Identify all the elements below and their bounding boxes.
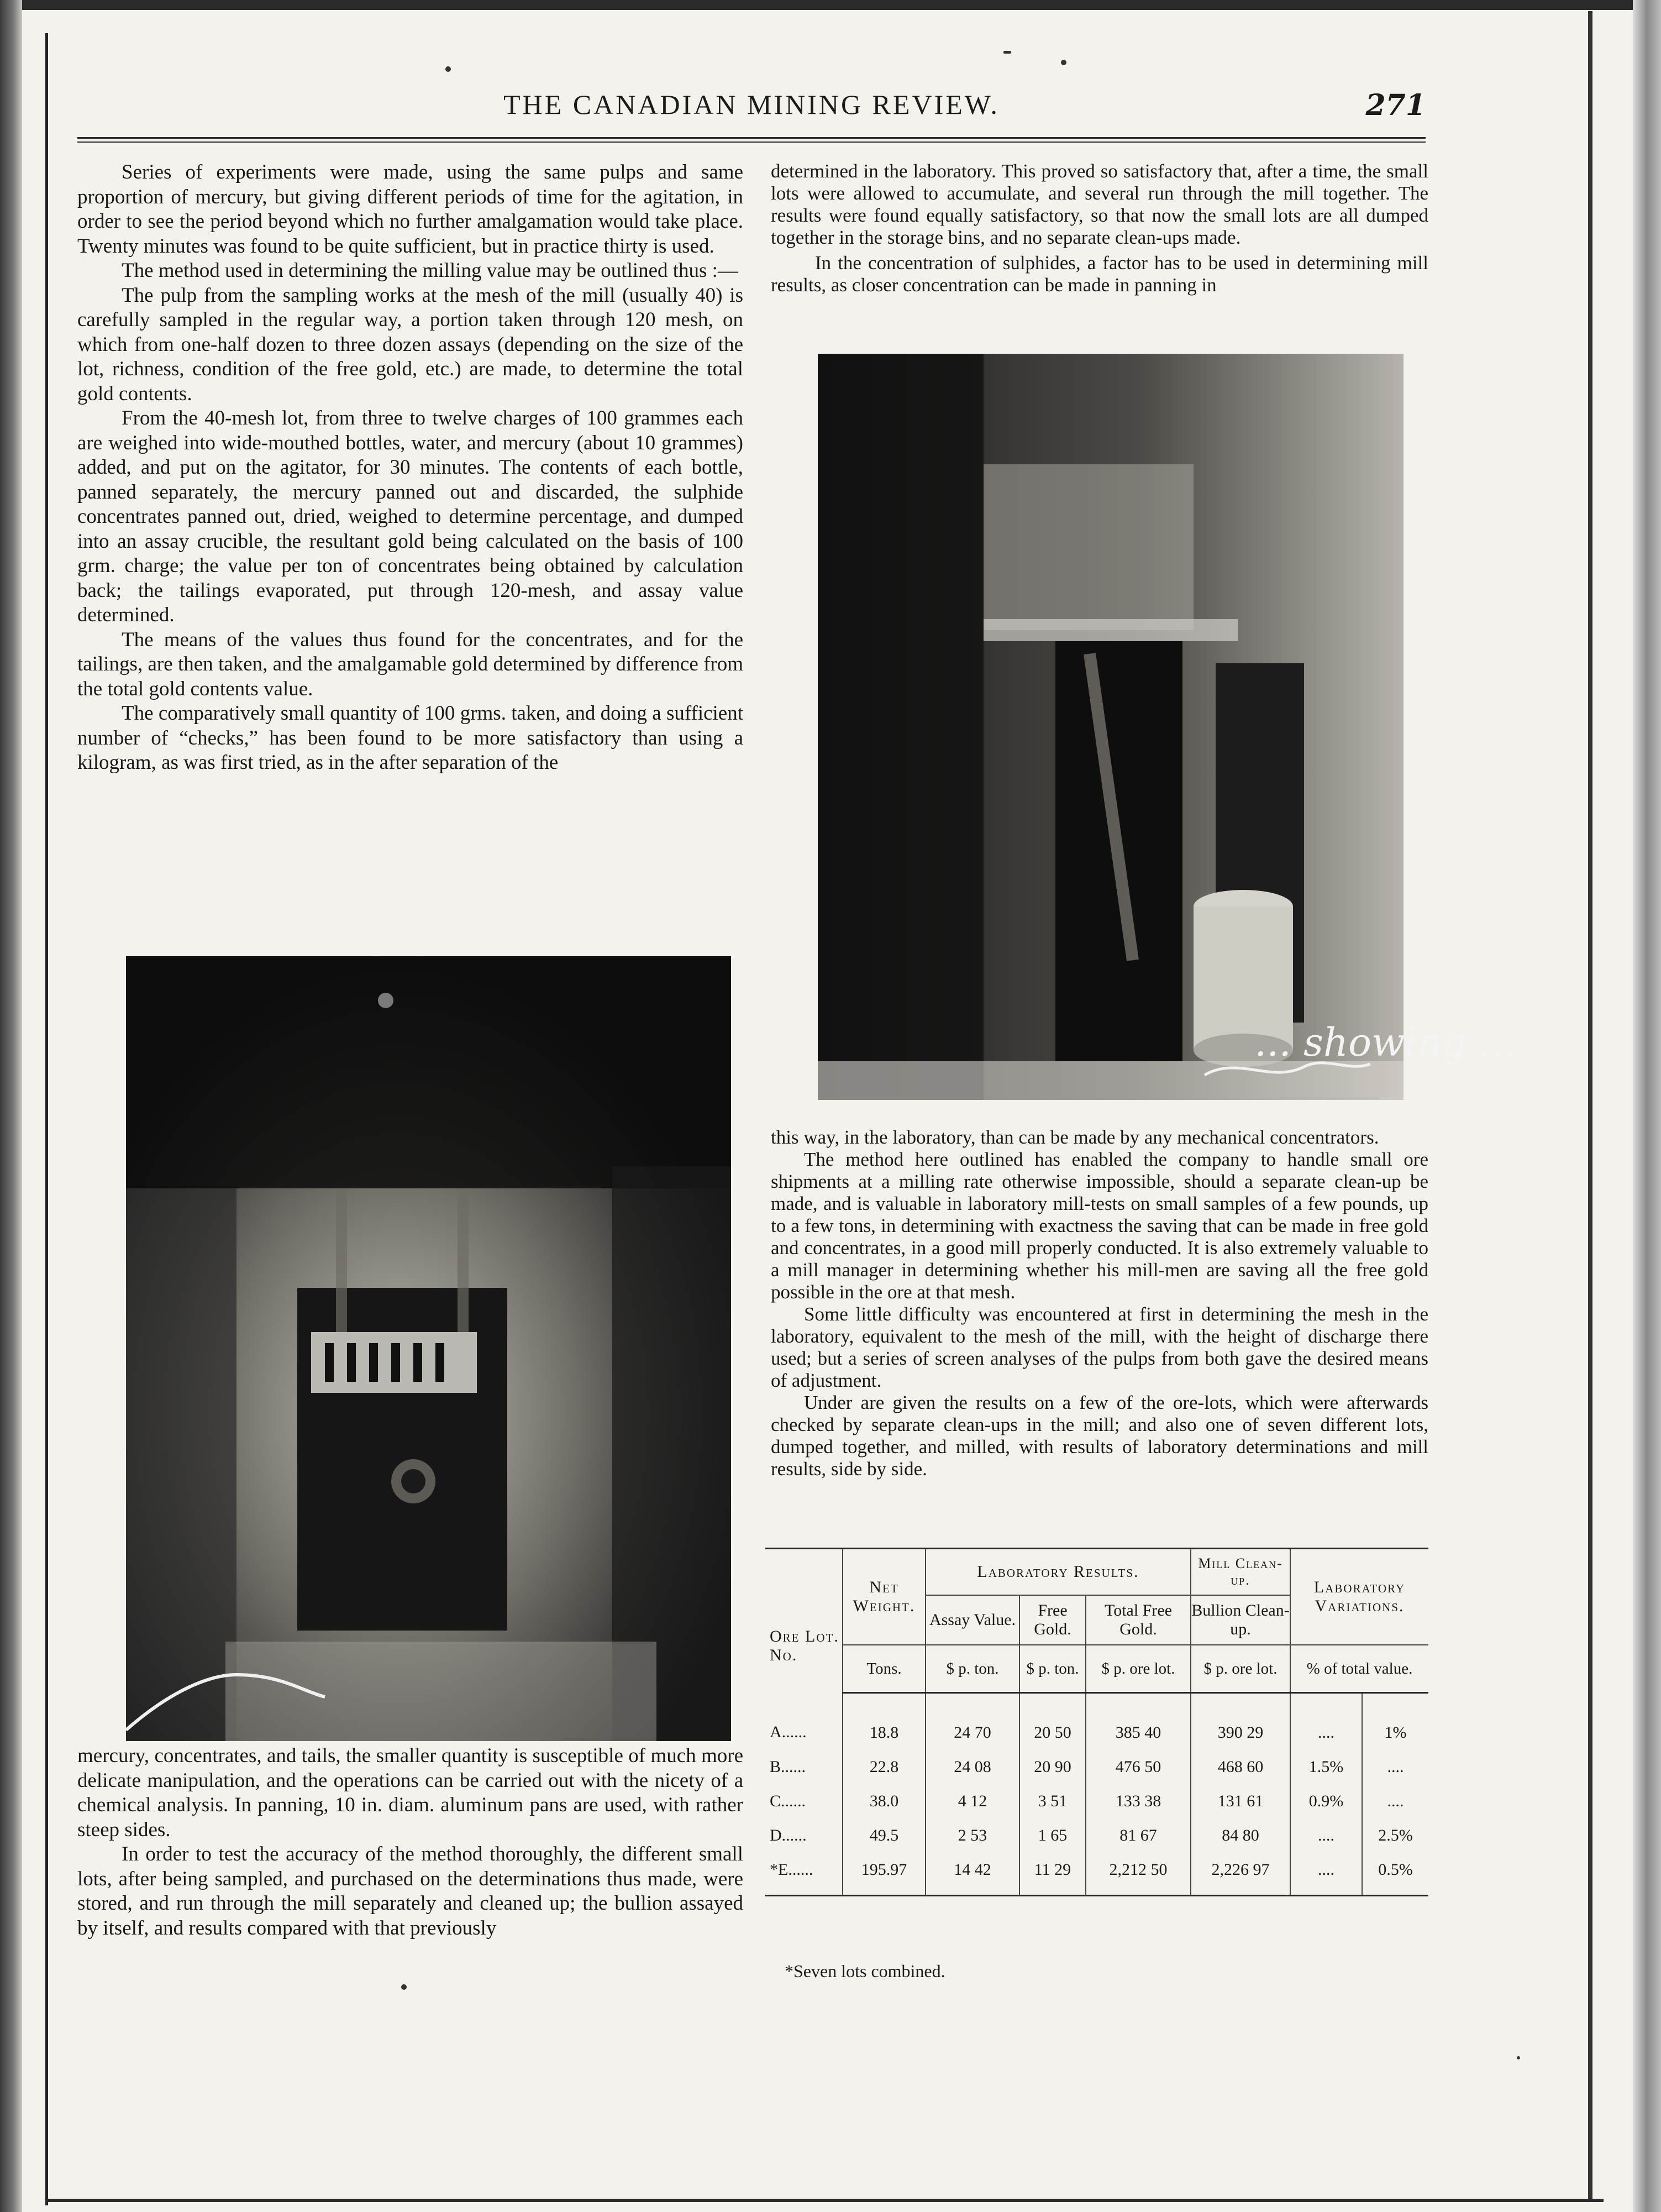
scan-edge-left [0, 0, 22, 2212]
scan-edge-right [1633, 0, 1661, 2212]
speck [445, 66, 451, 72]
journal-title: THE CANADIAN MINING REVIEW. [503, 89, 1000, 120]
variation-low-cell: .... [1290, 1693, 1362, 1750]
lot-cell: B...... [770, 1758, 806, 1776]
variation-high-cell: .... [1362, 1750, 1428, 1784]
col-total-free-gold: Total Free Gold. [1086, 1595, 1191, 1645]
table-footnote: *Seven lots combined. [785, 1961, 945, 1981]
col-assay-value: Assay Value. [926, 1595, 1019, 1645]
total-free-gold-cell: 2,212 50 [1086, 1853, 1191, 1896]
unit-variation: % of total value. [1290, 1645, 1428, 1693]
paragraph: Series of experiments were made, using the same pulps and same proportion of mercury, but giving different periods of time for the agitation, in order to see the period beyond which no further amalgamation would take place. Twenty minutes was found to be quite sufficient, but in practice thirty is used. [77, 161, 743, 258]
unit-bullion: $ p. ore lot. [1191, 1645, 1290, 1693]
variation-high-cell: 0.5% [1362, 1853, 1428, 1896]
col-group-laboratory-results: Laboratory Results. [926, 1549, 1191, 1596]
bullion-cell: 390 29 [1191, 1693, 1290, 1750]
lot-cell: A...... [770, 1723, 807, 1742]
paragraph: In the concentration of sulphides, a factor has to be used in determining mill results, as closer concentration can be made in panning in [771, 252, 1428, 296]
paragraph: this way, in the laboratory, than can be made by any mechanical concentrators. [771, 1126, 1379, 1148]
table-row [765, 1693, 1428, 1750]
unit-tons: Tons. [843, 1645, 926, 1693]
header-rule [77, 141, 1426, 143]
lot-cell: C...... [770, 1792, 806, 1810]
page-number: 271 [1365, 88, 1426, 122]
col-group-mill-clean-up: Mill Clean-up. [1191, 1549, 1290, 1596]
variation-low-cell: .... [1290, 1853, 1362, 1896]
paragraph: The comparatively small quantity of 100 grms. taken, and doing a sufficient number of “checks,” has been found to be more satisfactory than using a kilogram, as was first tried, as in the after separation of the [77, 702, 743, 774]
total-free-gold-cell: 133 38 [1086, 1784, 1191, 1818]
header-rule [77, 137, 1426, 139]
weight-cell: 22.8 [843, 1750, 926, 1784]
speck [1517, 2056, 1520, 2059]
free-gold-cell: 20 50 [1019, 1693, 1086, 1750]
speck [1003, 51, 1011, 54]
col-ore-lot: Ore Lot. No. [765, 1549, 843, 1693]
left-column-bottom [77, 1744, 743, 1941]
variation-high-cell: .... [1362, 1784, 1428, 1818]
free-gold-cell: 20 90 [1019, 1750, 1086, 1784]
photo-laboratory-art [818, 354, 1516, 1100]
photo-mill-interior [126, 956, 731, 1741]
assay-cell: 2 53 [926, 1818, 1019, 1853]
bullion-cell: 131 61 [1191, 1784, 1290, 1818]
paragraph: Under are given the results on a few of the ore-lots, which were afterwards checked by separate clean-ups in the mill; and also one of seven different lots, dumped together, and milled, with results of laboratory determinations and mill results, side by side. [771, 1392, 1428, 1480]
table-row [765, 1784, 1428, 1818]
bullion-cell: 2,226 97 [1191, 1853, 1290, 1896]
scan-edge-top [0, 0, 1661, 10]
bullion-cell: 468 60 [1191, 1750, 1290, 1784]
lot-cell: *E...... [765, 1853, 843, 1896]
total-free-gold-cell: 476 50 [1086, 1750, 1191, 1784]
paragraph: The pulp from the sampling works at the mesh of the mill (usually 40) is carefully sampled in the regular way, a portion taken through 120 mesh, on which from one-half dozen to three dozen assays (depending on the size of the lot, richness, condition of the free gold, etc.) are made, to determine the total gold contents. [77, 284, 743, 405]
paragraph: The method used in determining the milling value may be outlined thus :— [122, 259, 738, 282]
speck [401, 1984, 407, 1990]
assay-cell: 14 42 [926, 1853, 1019, 1896]
weight-cell: 18.8 [843, 1693, 926, 1750]
paragraph: determined in the laboratory. This proved so satisfactory that, after a time, the small lots were allowed to accumulate, and several run through the mill together. The results were found equally satisfactory, so that now the small lots are all dumped together in the storage bins, and no separate clean-ups made. [771, 160, 1428, 248]
right-column-bottom [771, 1126, 1428, 1480]
bullion-cell: 84 80 [1191, 1818, 1290, 1853]
running-head [77, 83, 1426, 133]
variation-high-cell: 2.5% [1362, 1818, 1428, 1853]
ore-lot-results-table [765, 1548, 1428, 1896]
paragraph: Some little difficulty was encountered at first in determining the mesh in the laboratory, equivalent to the mesh of the mill, with the height of discharge there used; but a series of screen analyses of the pulps from both gave the desired means of adjustment. [771, 1303, 1428, 1391]
unit-assay: $ p. ton. [926, 1645, 1019, 1693]
left-column-top [77, 160, 743, 775]
variation-low-cell: .... [1290, 1818, 1362, 1853]
unit-free: $ p. ton. [1019, 1645, 1086, 1693]
page-right-border [1588, 11, 1592, 2199]
photo-handwriting: ... showing ... [1254, 1020, 1516, 1065]
col-bullion-clean-up: Bullion Clean-up. [1191, 1595, 1290, 1645]
weight-cell: 38.0 [843, 1784, 926, 1818]
weight-cell: 195.97 [843, 1853, 926, 1896]
photo-mill-interior-art [126, 956, 731, 1741]
paragraph: The means of the values thus found for the concentrates, and for the tailings, are then taken, and the amalgamable gold determined by difference from the total gold contents value. [77, 628, 743, 700]
assay-cell: 24 70 [926, 1693, 1019, 1750]
page-bottom-border [45, 2199, 1604, 2202]
table-row [765, 1853, 1428, 1896]
assay-cell: 24 08 [926, 1750, 1019, 1784]
photo-laboratory [818, 354, 1516, 1100]
weight-cell: 49.5 [843, 1818, 926, 1853]
table-row [765, 1818, 1428, 1853]
col-net-weight: Net Weight. [843, 1549, 926, 1645]
free-gold-cell: 3 51 [1019, 1784, 1086, 1818]
total-free-gold-cell: 81 67 [1086, 1818, 1191, 1853]
col-laboratory-variations: Laboratory Variations. [1290, 1549, 1428, 1645]
paragraph: mercury, concentrates, and tails, the smaller quantity is susceptible of much more delicate manipulation, and the operations can be carried out with the nicety of a chemical analysis. In panning, 10 in. diam. aluminum pans are used, with rather steep sides. [77, 1744, 743, 1841]
free-gold-cell: 1 65 [1019, 1818, 1086, 1853]
total-free-gold-cell: 385 40 [1086, 1693, 1191, 1750]
right-column-top [771, 160, 1428, 296]
paragraph: In order to test the accuracy of the method thoroughly, the different small lots, after being sampled, and purchased on the determinations thus made, were stored, and run through the mill separately and cleaned up; the bullion assayed by itself, and results compared with that previously [77, 1843, 743, 1940]
variation-low-cell: 1.5% [1290, 1750, 1362, 1784]
free-gold-cell: 11 29 [1019, 1853, 1086, 1896]
paragraph: The method here outlined has enabled the company to handle small ore shipments at a milling rate otherwise impossible, should a separate clean-up be made, and is valuable in laboratory mill-tests on small samples of a few pounds, up to a few tons, in determining with exactness the saving that can be made in free gold and concentrates, in a good mill properly conducted. It is also extremely valuable to a mill manager in determining whether his mill-men are saving all the free gold possible in the ore at that mesh. [771, 1149, 1428, 1303]
paragraph: From the 40-mesh lot, from three to twelve charges of 100 grammes each are weighed into wide-mouthed bottles, water, and mercury (about 10 grammes) added, and put on the agitator, for 30 minutes. The contents of each bottle, panned separately, the mercury panned out and discarded, the sulphide concentrates panned out, dried, weighed to determine percentage, and dumped into an assay crucible, the resultant gold being calculated on the basis of 100 grm. charge; the value per ton of concentrates being obtained by calculation back; the tailings evaporated, put through 120-mesh, and assay value determined. [77, 407, 743, 626]
lot-cell: D...... [770, 1826, 807, 1844]
unit-total: $ p. ore lot. [1086, 1645, 1191, 1693]
assay-cell: 4 12 [926, 1784, 1019, 1818]
speck [1061, 60, 1066, 65]
page-left-border [45, 33, 48, 2205]
table-row [765, 1750, 1428, 1784]
col-free-gold: Free Gold. [1019, 1595, 1086, 1645]
variation-low-cell: 0.9% [1290, 1784, 1362, 1818]
variation-high-cell: 1% [1362, 1693, 1428, 1750]
